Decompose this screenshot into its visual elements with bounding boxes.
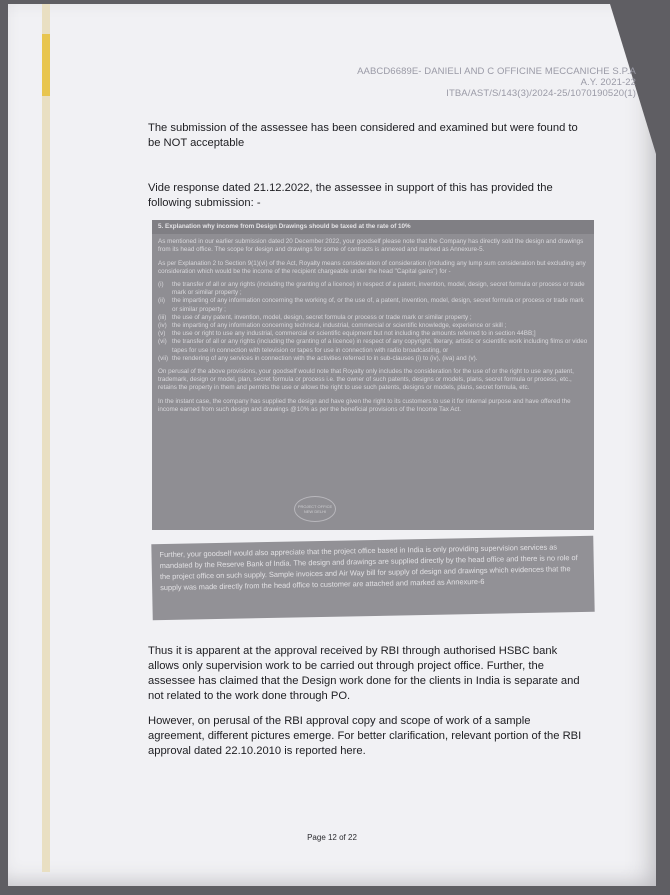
list-item: (iv) the imparting of any information concerning technical, industrial, commercial or scientific knowledge, experience or skill ; bbox=[158, 322, 507, 330]
binder-clip bbox=[42, 34, 50, 96]
list-item: (v) the use or right to use any industrial, commercial or scientific equipment but not including the amounts referred to in section 44BB;] bbox=[158, 330, 536, 338]
scanned-excerpt-submission bbox=[152, 220, 594, 530]
document-page bbox=[8, 4, 656, 886]
header-reference: ITBA/AST/S/143(3)/2024-25/1070190520(1) bbox=[446, 88, 636, 99]
header-assessment-year: A.Y. 2021-22 bbox=[580, 77, 636, 88]
scanned-excerpt-supervision: Further, your goodself would also appreciate that the project office based in India is only providing supervision services as mandated by the Reserve Bank of India. The design and drawings are supplied directly by the head office and there is no role of the project office on such supply. Sample invoices and Air Way bill for supply of design and drawings which evidences that the supply was made directly from the head office to customer are attached and marked as Annexure-6 bbox=[151, 536, 594, 620]
excerpt-paragraph: As mentioned in our earlier submission dated 20 December 2022, your goodself please note that the Company has directly sold the design and drawings from its head office. The scope for design and drawings for some of contracts is annexed and marked as Annexure-5. bbox=[158, 238, 584, 254]
page-number: Page 12 of 22 bbox=[307, 833, 357, 842]
list-item: (iii) the use of any patent, invention, model, design, secret formula or process or trade mark or similar property ; bbox=[158, 313, 472, 321]
list-item: (vi) the transfer of all or any rights (including the granting of a licence) in respect of any copyright, literary, artistic or scientific work including films or video tapes for use in connection with television or tapes for use in connection with radio broadcasting, or bbox=[158, 338, 588, 354]
office-seal-stamp: PROJECT OFFICE NEW DELHI bbox=[294, 496, 336, 522]
excerpt-paragraph: As per Explanation 2 to Section 9(1)(vi) of the Act, Royalty means consideration of consideration (including any lump sum consideration but excluding any consideration which would be the income of the recipient chargeable under the head "Capital gains") for - bbox=[158, 259, 586, 275]
excerpt-paragraph: On perusal of the above provisions, your goodself would note that Royalty only includes the consideration for the use of or the right to use any patent, trademark, design or model, plan, secret formula or process i.e. the owner of such patents, designs or models, plans, secret formula or process, etc., retains the property in them and permits the use or allows the right to use such patents, designs or models, plans, secret formula, etc. bbox=[158, 368, 574, 392]
paragraph-vide-response: Vide response dated 21.12.2022, the assessee in support of this has provided the following submission: - bbox=[148, 182, 553, 209]
header-assessee: AABCD6689E- DANIELI AND C OFFICINE MECCANICHE S.P.A bbox=[357, 66, 636, 77]
list-item: (vii) the rendering of any services in connection with the activities referred to in sub-clauses (i) to (iv), (iva) and (v). bbox=[158, 354, 478, 362]
page-header bbox=[357, 66, 636, 99]
excerpt-title: 5. Explanation why income from Design Drawings should be taxed at the rate of 10% bbox=[152, 220, 594, 234]
binder-tab bbox=[42, 4, 50, 872]
excerpt-paragraph: In the instant case, the company has supplied the design and have given the right to its customers to use it for internal purpose and have offered the income earned from such design and drawings @10% as per the beneficial provisions of the Income Tax Act. bbox=[158, 397, 571, 413]
list-item: (ii) the imparting of any information concerning the working of, or the use of, a patent, invention, model, design, secret formula or process or trade mark or similar property ; bbox=[158, 297, 584, 313]
royalty-list bbox=[158, 281, 588, 363]
paragraph-not-acceptable: The submission of the assessee has been considered and examined but were found to be NOT acceptable bbox=[148, 122, 578, 149]
list-item: (i) the transfer of all or any rights (including the granting of a licence) in respect of a patent, invention, model, design, secret formula or process or trade mark or similar property ; bbox=[158, 281, 585, 297]
paragraph-however: However, on perusal of the RBI approval copy and scope of work of a sample agreement, different pictures emerge. For better clarification, relevant portion of the RBI approval dated 22.10.2010 is reported here. bbox=[148, 715, 582, 757]
paragraph-rbi-approval: Thus it is apparent at the approval received by RBI through authorised HSBC bank allows only supervision work to be carried out through project office. Further, the assessee has claimed that the Design work done for the clients in India is separate and not related to the work done through PO. bbox=[148, 645, 580, 702]
